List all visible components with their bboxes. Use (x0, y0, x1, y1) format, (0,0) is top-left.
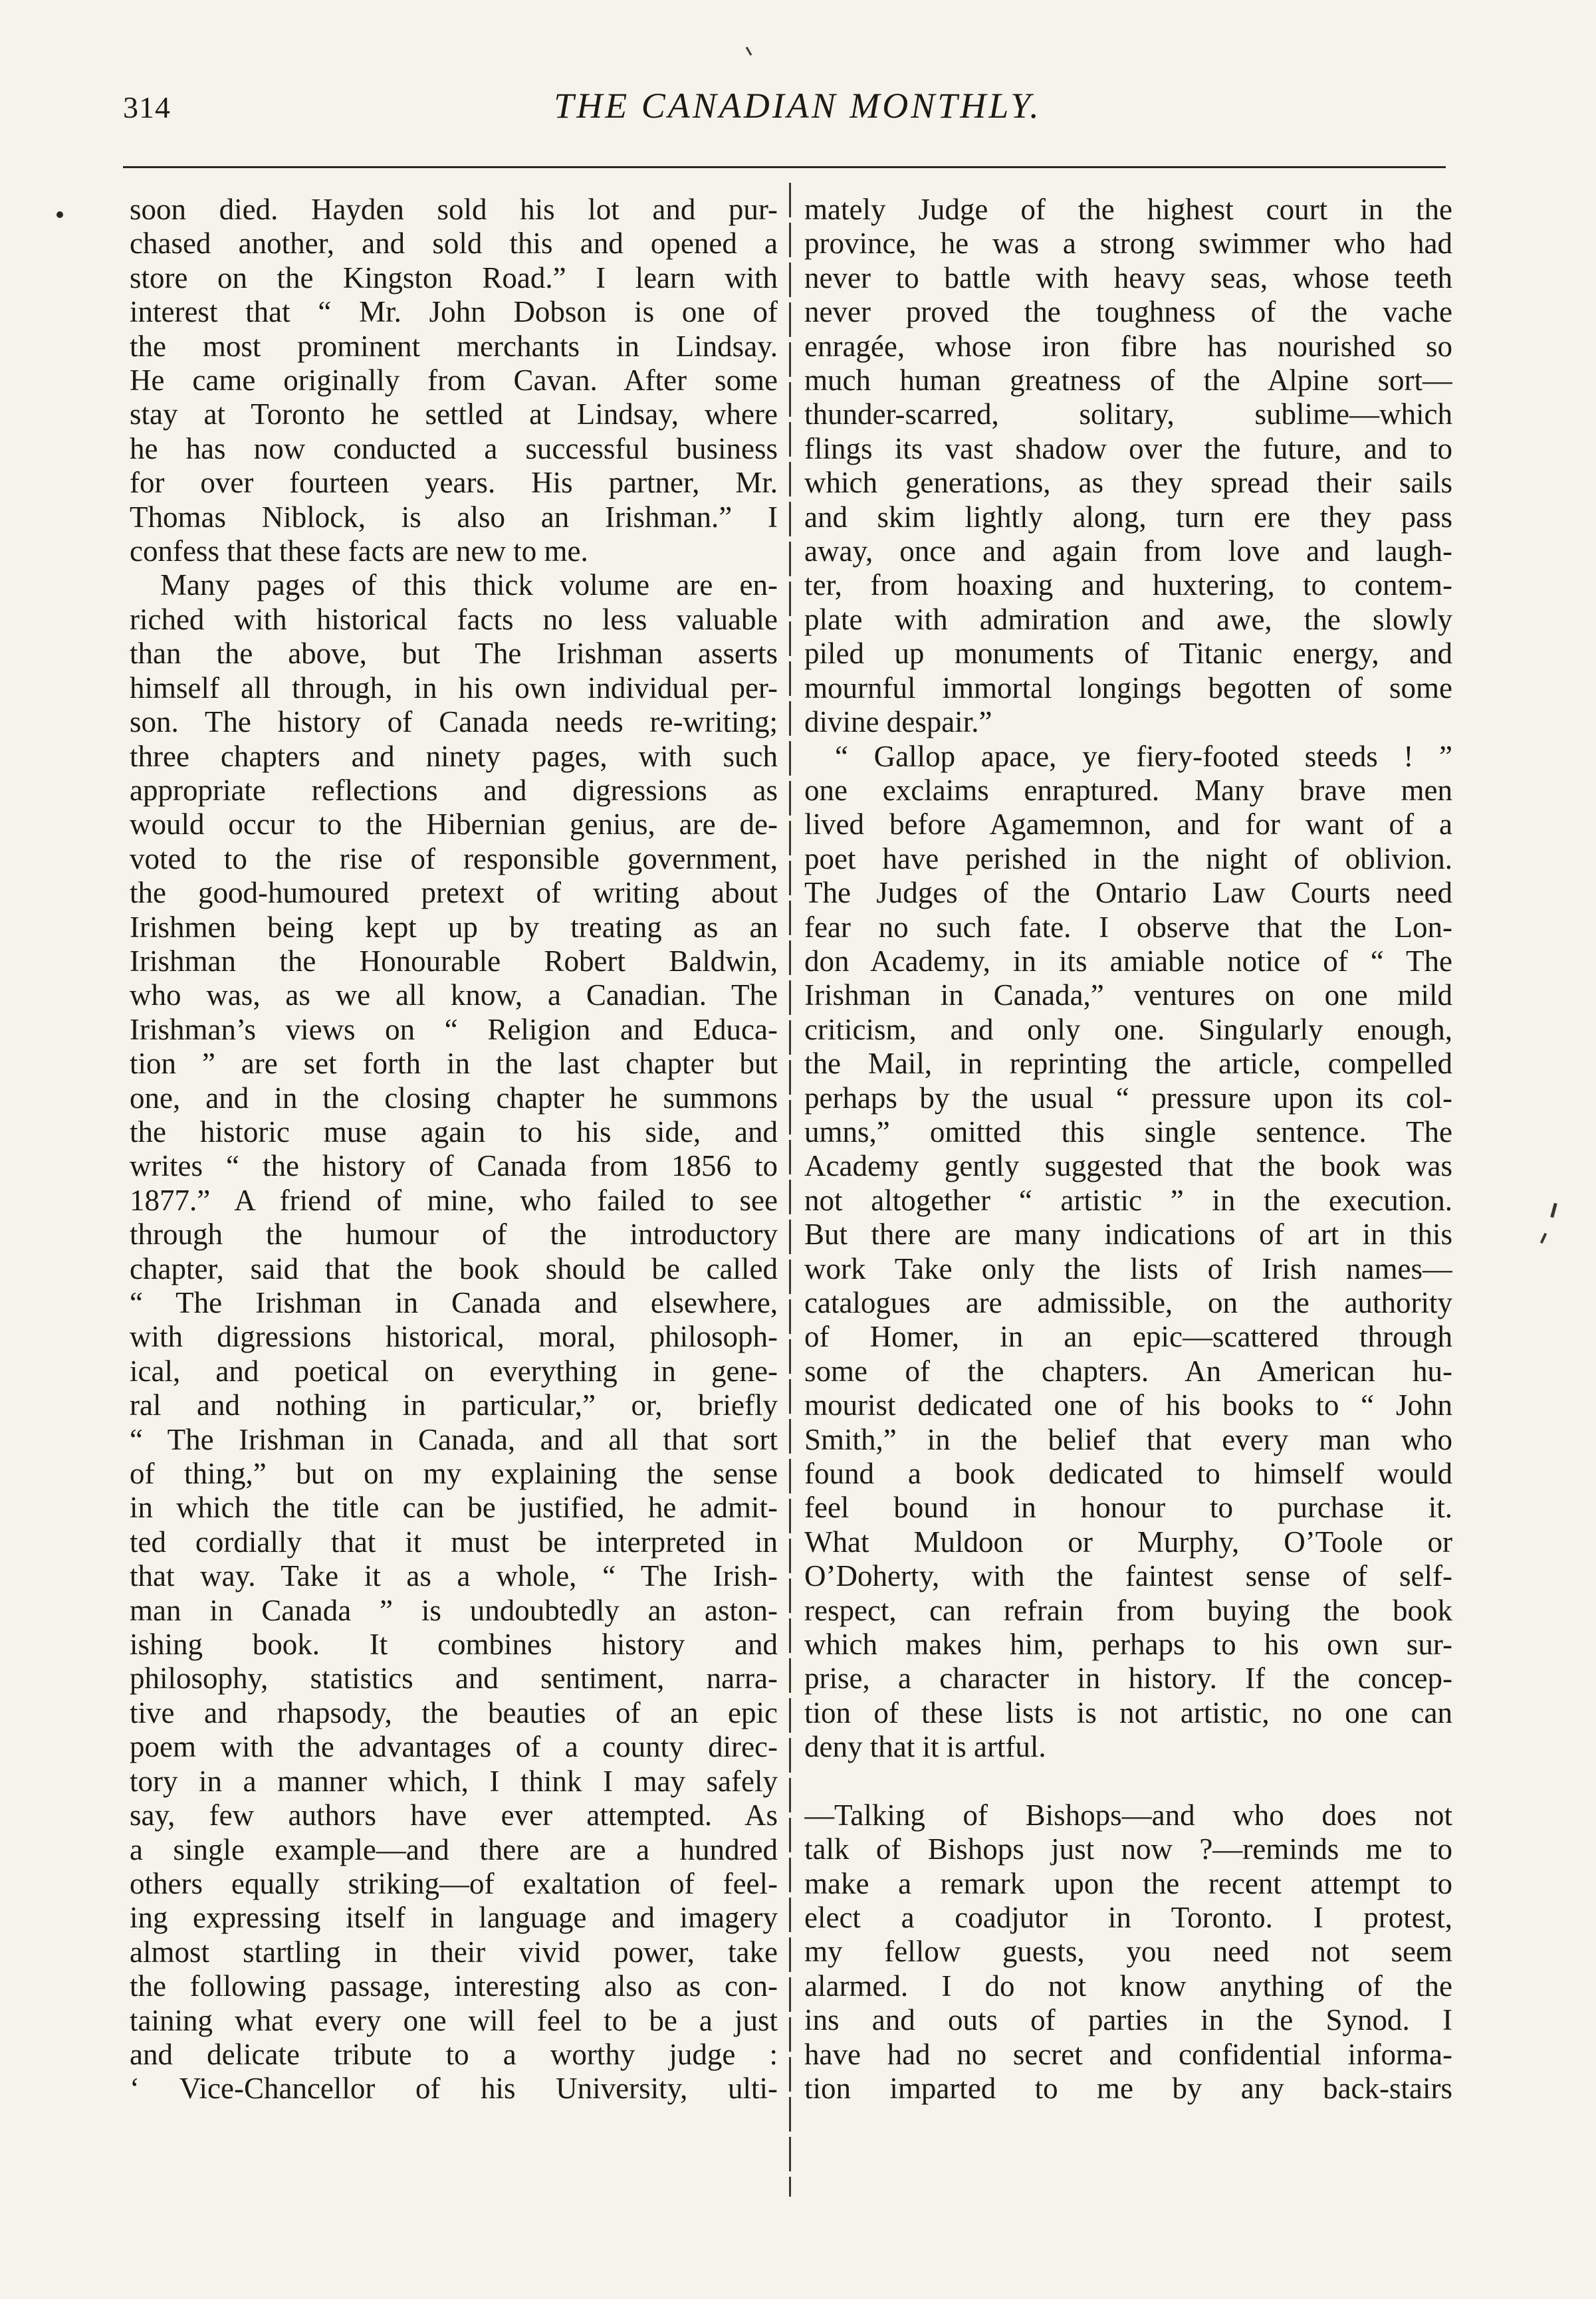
text-line: deny that it is artful. (804, 1730, 1046, 1764)
text-line: of Homer, in an epic—scattered through (804, 1320, 1452, 1354)
text-line: would occur to the Hibernian genius, are de- (130, 808, 778, 841)
text-line: and delicate tribute to a worthy judge : (130, 2037, 778, 2071)
text-line: some of the chapters. An American hu- (804, 1354, 1452, 1388)
text-line: himself all through, in his own individual per- (130, 671, 778, 705)
text-line: catalogues are admissible, on the authority (804, 1286, 1452, 1319)
text-line: flings its vast shadow over the future, and to (804, 431, 1452, 465)
text-line: ins and outs of parties in the Synod. I (804, 2003, 1452, 2037)
text-line: Academy gently suggested that the book was (804, 1149, 1452, 1183)
text-line: Irishmen being kept up by treating as an (130, 910, 778, 944)
text-line: divine despair.” (804, 705, 992, 739)
text-line: mourist dedicated one of his books to “ John (804, 1388, 1452, 1422)
text-line: tive and rhapsody, the beauties of an epic (130, 1696, 778, 1729)
text-line: don Academy, in its amiable notice of “ The (804, 944, 1452, 978)
text-line: taining what every one will feel to be a just (130, 2003, 778, 2037)
text-line: Irishman the Honourable Robert Baldwin, (130, 944, 778, 978)
paragraph (130, 568, 778, 2106)
text-line: 1877.” A friend of mine, who failed to see (130, 1183, 778, 1217)
text-line: interest that “ Mr. John Dobson is one of (130, 295, 778, 329)
text-line: respect, can refrain from buying the book (804, 1593, 1452, 1627)
text-line: never proved the toughness of the vache (804, 295, 1452, 329)
text-line: tion imparted to me by any back-stairs (804, 2071, 1452, 2105)
text-line: with digressions historical, moral, philosoph- (130, 1320, 778, 1354)
text-line: ‘ Vice-Chancellor of his University, ulti- (130, 2072, 778, 2106)
text-line: make a remark upon the recent attempt to (804, 1866, 1452, 1900)
text-line: a single example—and there are a hundred (130, 1832, 778, 1866)
text-line: almost startling in their vivid power, take (130, 1935, 778, 1969)
text-line: he has now conducted a successful business (130, 431, 778, 465)
text-line: “ The Irishman in Canada and elsewhere, (130, 1286, 778, 1319)
text-line: ted cordially that it must be interpreted in (130, 1525, 778, 1559)
text-line: philosophy, statistics and sentiment, narra- (130, 1662, 778, 1696)
text-line: three chapters and ninety pages, with such (130, 739, 778, 773)
text-line: ral and nothing in particular,” or, briefly (130, 1388, 778, 1422)
text-line: He came originally from Cavan. After some (130, 364, 778, 397)
text-line: stay at Toronto he settled at Lindsay, where (130, 397, 778, 431)
text-line: voted to the rise of responsible government, (130, 841, 778, 875)
text-line: plate with admiration and awe, the slowly (804, 602, 1452, 636)
text-line: ishing book. It combines history and (130, 1628, 778, 1662)
text-line: umns,” omitted this single sentence. The (804, 1115, 1452, 1149)
text-line: my fellow guests, you need not seem (804, 1935, 1452, 1969)
text-line: ter, from hoaxing and huxtering, to contem- (804, 568, 1452, 602)
text-line: “ Gallop apace, ye fiery-footed steeds ! ” (835, 739, 1452, 773)
text-line: confess that these facts are new to me. (130, 534, 588, 568)
text-line: “ The Irishman in Canada, and all that sort (130, 1422, 778, 1456)
text-line: enragée, whose iron fibre has nourished so (804, 329, 1452, 363)
text-line: say, few authors have ever attempted. As (130, 1799, 778, 1832)
text-line: piled up monuments of Titanic energy, and (804, 637, 1452, 671)
text-line: the Mail, in reprinting the article, compelled (804, 1047, 1452, 1081)
print-speck (746, 47, 752, 56)
print-speck (1540, 1233, 1547, 1244)
text-line: feel bound in honour to purchase it. (804, 1491, 1452, 1525)
text-line: tion ” are set forth in the last chapter but (130, 1047, 778, 1081)
header-rule (123, 166, 1446, 168)
text-line: work Take only the lists of Irish names— (804, 1252, 1452, 1285)
paragraph (804, 740, 1452, 1765)
running-head: THE CANADIAN MONTHLY. (554, 86, 1042, 126)
text-line: prise, a character in history. If the concep- (804, 1662, 1452, 1696)
column-divider (789, 183, 791, 2197)
text-line: much human greatness of the Alpine sort— (804, 364, 1452, 397)
text-line: elect a coadjutor in Toronto. I protest, (804, 1900, 1452, 1934)
text-line: fear no such fate. I observe that the Lon- (804, 910, 1452, 944)
text-line: alarmed. I do not know anything of the (804, 1969, 1452, 2003)
text-line: never to battle with heavy seas, whose teeth (804, 261, 1452, 294)
text-line: Many pages of this thick volume are en- (160, 568, 778, 602)
text-line: perhaps by the usual “ pressure upon its col- (804, 1081, 1452, 1115)
text-line: one exclaims enraptured. Many brave men (804, 773, 1452, 807)
text-line: for over fourteen years. His partner, Mr. (130, 466, 778, 500)
text-line: poet have perished in the night of oblivion. (804, 841, 1452, 875)
text-line: man in Canada ” is undoubtedly an aston- (130, 1593, 778, 1627)
text-line: store on the Kingston Road.” I learn with (130, 261, 778, 294)
text-line: poem with the advantages of a county direc- (130, 1730, 778, 1764)
text-line: away, once and again from love and laugh- (804, 534, 1452, 568)
right-column (804, 193, 1452, 2200)
text-line: mournful immortal longings begotten of some (804, 671, 1452, 705)
text-line: chapter, said that the book should be called (130, 1252, 778, 1285)
text-line: Irishman’s views on “ Religion and Educa- (130, 1012, 778, 1046)
text-line: riched with historical facts no less valuable (130, 602, 778, 636)
text-line: tory in a manner which, I think I may safely (130, 1764, 778, 1798)
text-line: one, and in the closing chapter he summons (130, 1081, 778, 1115)
text-line: The Judges of the Ontario Law Courts need (804, 876, 1452, 910)
paragraph (130, 193, 778, 568)
text-line: writes “ the history of Canada from 1856 to (130, 1149, 778, 1183)
text-line: found a book dedicated to himself would (804, 1457, 1452, 1491)
text-line: the most prominent merchants in Lindsay. (130, 329, 778, 363)
text-line: But there are many indications of art in this (804, 1218, 1452, 1252)
left-column (130, 193, 778, 2200)
text-line: through the humour of the introductory (130, 1218, 778, 1252)
text-line: who was, as we all know, a Canadian. The (130, 978, 778, 1012)
text-line: and skim lightly along, turn ere they pass (804, 500, 1452, 534)
text-line: in which the title can be justified, he admit- (130, 1491, 778, 1525)
text-line: What Muldoon or Murphy, O’Toole or (804, 1525, 1452, 1559)
text-line: of thing,” but on my explaining the sense (130, 1457, 778, 1491)
text-line: mately Judge of the highest court in the (804, 193, 1452, 226)
text-line: which makes him, perhaps to his own sur- (804, 1628, 1452, 1662)
text-line: criticism, and only one. Singularly enough, (804, 1012, 1452, 1046)
text-line: ical, and poetical on everything in gene- (130, 1354, 778, 1388)
text-line: the historic muse again to his side, and (130, 1115, 778, 1149)
text-line: the good-humoured pretext of writing about (130, 876, 778, 910)
text-line: tion of these lists is not artistic, no one can (804, 1696, 1452, 1729)
text-line: Smith,” in the belief that every man who (804, 1422, 1452, 1456)
text-line: that way. Take it as a whole, “ The Irish- (130, 1559, 778, 1593)
text-line: others equally striking—of exaltation of feel- (130, 1866, 778, 1900)
text-line: ing expressing itself in language and imagery (130, 1901, 778, 1935)
text-line: lived before Agamemnon, and for want of a (804, 808, 1452, 841)
text-line: O’Doherty, with the faintest sense of self- (804, 1559, 1452, 1593)
print-speck (1550, 1203, 1557, 1218)
text-line: talk of Bishops just now ?—reminds me to (804, 1832, 1452, 1866)
margin-mark (57, 211, 63, 218)
page-number: 314 (123, 90, 171, 124)
text-line: than the above, but The Irishman asserts (130, 637, 778, 671)
text-line: which generations, as they spread their sails (804, 466, 1452, 500)
text-line: Irishman in Canada,” ventures on one mild (804, 978, 1452, 1012)
text-line: soon died. Hayden sold his lot and pur- (130, 193, 778, 226)
text-line: chased another, and sold this and opened a (130, 227, 778, 261)
text-line: son. The history of Canada needs re-writing; (130, 705, 778, 739)
text-line: thunder-scarred, solitary, sublime—which (804, 397, 1452, 431)
text-line: have had no secret and confidential informa- (804, 2037, 1452, 2071)
paragraph (804, 193, 1452, 740)
text-line: the following passage, interesting also as con- (130, 1969, 778, 2003)
text-line: —Talking of Bishops—and who does not (804, 1798, 1452, 1832)
text-line: Thomas Niblock, is also an Irishman.” I (130, 500, 778, 534)
text-line: not altogether “ artistic ” in the execution. (804, 1183, 1452, 1217)
text-line: province, he was a strong swimmer who had (804, 227, 1452, 261)
text-line: appropriate reflections and digressions as (130, 773, 778, 807)
paragraph (804, 1799, 1452, 2106)
